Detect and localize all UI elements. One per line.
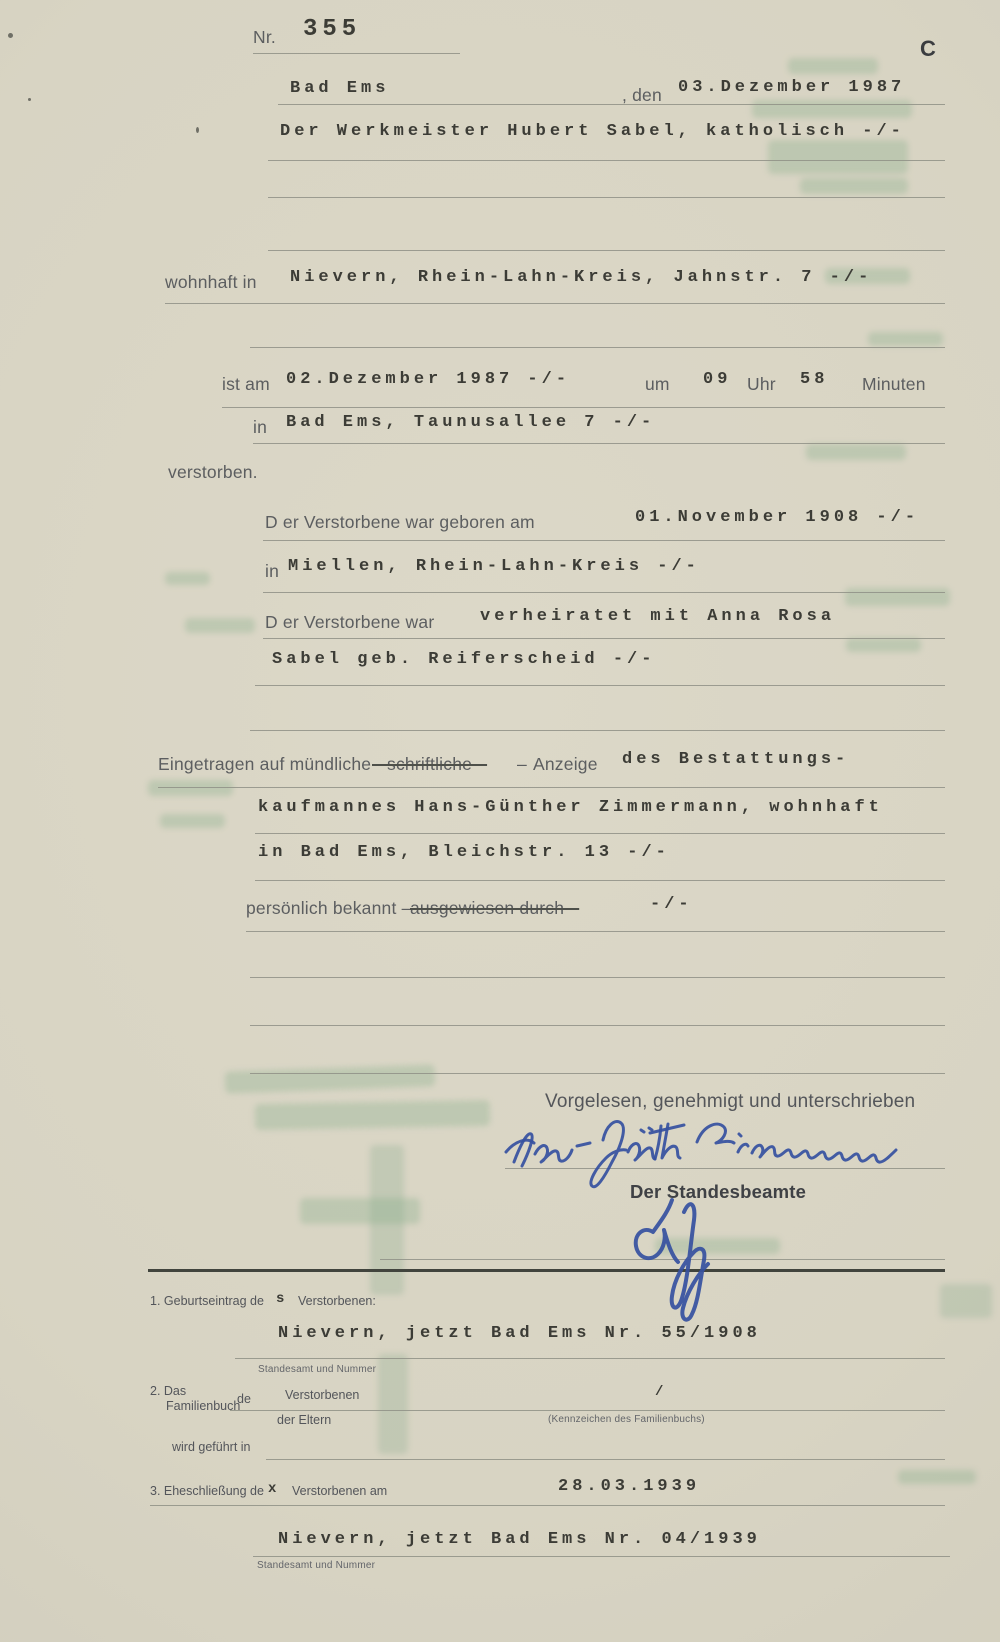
family-book-label-line2: Familienbuch xyxy=(166,1399,241,1413)
ink-showthrough xyxy=(165,572,210,585)
birth-record-label: 1. Geburtseintrag de xyxy=(150,1294,264,1308)
minuten-label: Minuten xyxy=(862,374,926,394)
notification-dash: – xyxy=(517,754,527,774)
form-line xyxy=(250,730,945,731)
ink-showthrough xyxy=(752,100,912,118)
death-place-value: Bad Ems, Taunusallee 7 -/- xyxy=(286,413,656,432)
family-book-de-label: de xyxy=(237,1392,251,1406)
struck-written-option: – schriftliche – xyxy=(372,754,488,774)
form-line xyxy=(230,1410,945,1411)
ink-showthrough xyxy=(800,178,908,194)
registration-date-value: 03.Dezember 1987 xyxy=(678,78,906,97)
marriage-label: 3. Eheschließung de xyxy=(150,1484,264,1498)
family-book-lower-option: der Eltern xyxy=(277,1413,332,1427)
personally-known-label: persönlich bekannt – xyxy=(246,898,412,918)
residence-label: wohnhaft in xyxy=(165,272,257,292)
form-line xyxy=(278,104,945,105)
family-book-kept-label: wird geführt in xyxy=(172,1440,251,1454)
paper-speck xyxy=(196,127,199,133)
form-line xyxy=(250,1025,945,1026)
ink-showthrough xyxy=(160,814,225,828)
form-line xyxy=(268,197,945,198)
informant-value-line3: in Bad Ems, Bleichstr. 13 -/- xyxy=(258,843,670,862)
birth-record-value: Nievern, jetzt Bad Ems Nr. 55/1908 xyxy=(278,1324,761,1343)
marital-status-value-line2: Sabel geb. Reiferscheid -/- xyxy=(272,650,656,669)
struck-identified-by: ausgewiesen durch – xyxy=(410,898,580,918)
uhr-label: Uhr xyxy=(747,374,776,394)
marriage-record-sublabel: Standesamt und Nummer xyxy=(257,1560,376,1571)
informant-value-line2: kaufmannes Hans-Günther Zimmermann, wohnhaft xyxy=(258,798,883,817)
form-type-letter: C xyxy=(920,36,936,61)
ink-showthrough xyxy=(846,638,921,652)
marriage-gender-letter: x xyxy=(268,1481,278,1497)
deceased-name-line: Der Werkmeister Hubert Sabel, katholisch -/- xyxy=(280,122,905,141)
form-line xyxy=(263,540,945,541)
form-line xyxy=(255,685,945,686)
ink-showthrough xyxy=(225,1064,436,1093)
marriage-label-post: Verstorbenen am xyxy=(292,1484,388,1498)
birth-record-sublabel: Standesamt und Nummer xyxy=(258,1364,377,1375)
ink-showthrough xyxy=(898,1470,976,1484)
form-line xyxy=(158,787,945,788)
ink-showthrough xyxy=(868,332,943,346)
paper-speck xyxy=(28,98,31,101)
registry-place-value: Bad Ems xyxy=(290,79,390,98)
form-line xyxy=(150,1505,945,1506)
ink-showthrough xyxy=(806,444,906,460)
marital-status-value-line1: verheiratet mit Anna Rosa xyxy=(480,607,836,626)
ink-showthrough xyxy=(378,1354,408,1454)
birth-record-gender-letter: s xyxy=(276,1291,286,1307)
den-label: , den xyxy=(622,85,662,105)
notification-intro-label: Eingetragen auf mündliche xyxy=(158,754,372,774)
born-in-label: in xyxy=(265,561,280,581)
form-line xyxy=(268,250,945,251)
form-line xyxy=(250,347,945,348)
birth-record-label-post: Verstorbenen: xyxy=(298,1294,376,1308)
ink-showthrough xyxy=(300,1198,420,1224)
record-number-label: Nr. xyxy=(253,27,276,47)
marriage-date-value: 28.03.1939 xyxy=(558,1477,701,1496)
deceased-label: verstorben. xyxy=(168,462,258,482)
record-number-value: 355 xyxy=(303,16,362,43)
born-on-label: D er Verstorbene war geboren am xyxy=(265,512,535,532)
birth-date-value: 01.November 1908 -/- xyxy=(635,508,920,527)
marriage-record-value: Nievern, jetzt Bad Ems Nr. 04/1939 xyxy=(278,1530,761,1549)
form-line xyxy=(268,160,945,161)
family-book-upper-option: Verstorbenen xyxy=(285,1388,360,1402)
closing-statement: Vorgelesen, genehmigt und unterschrieben xyxy=(545,1091,916,1112)
paper-speck xyxy=(8,33,13,38)
form-line xyxy=(222,407,945,408)
form-line xyxy=(266,1459,945,1460)
informant-value-line1: des Bestattungs- xyxy=(622,750,850,769)
form-line xyxy=(255,880,945,881)
marital-status-label: D er Verstorbene war xyxy=(265,612,435,632)
death-minute-value: 58 xyxy=(800,370,829,389)
ink-showthrough xyxy=(845,588,950,606)
family-book-sublabel: (Kennzeichen des Familienbuchs) xyxy=(548,1414,705,1425)
ink-showthrough xyxy=(788,58,878,74)
form-line xyxy=(246,931,945,932)
died-on-label: ist am xyxy=(222,374,270,394)
residence-value: Nievern, Rhein-Lahn-Kreis, Jahnstr. 7 -/- xyxy=(290,268,873,287)
ink-showthrough xyxy=(768,140,908,174)
registrar-label: Der Standesbeamte xyxy=(630,1181,807,1202)
form-line xyxy=(253,1556,950,1557)
um-label: um xyxy=(645,374,670,394)
ink-showthrough xyxy=(255,1100,490,1130)
family-book-typed-value: / xyxy=(655,1384,665,1400)
form-line xyxy=(263,638,945,639)
family-book-label-line1: 2. Das xyxy=(150,1384,187,1398)
form-line xyxy=(250,977,945,978)
death-date-value: 02.Dezember 1987 -/- xyxy=(286,370,571,389)
ink-showthrough xyxy=(185,618,255,633)
form-line xyxy=(255,833,945,834)
in-label: in xyxy=(253,417,268,437)
form-line xyxy=(253,443,945,444)
form-line xyxy=(263,592,945,593)
form-line xyxy=(165,303,945,304)
birth-place-value: Miellen, Rhein-Lahn-Kreis -/- xyxy=(288,557,700,576)
death-hour-value: 09 xyxy=(703,370,732,389)
identification-value: -/- xyxy=(650,895,693,914)
form-line xyxy=(253,53,460,54)
anzeige-label: Anzeige xyxy=(533,754,598,774)
